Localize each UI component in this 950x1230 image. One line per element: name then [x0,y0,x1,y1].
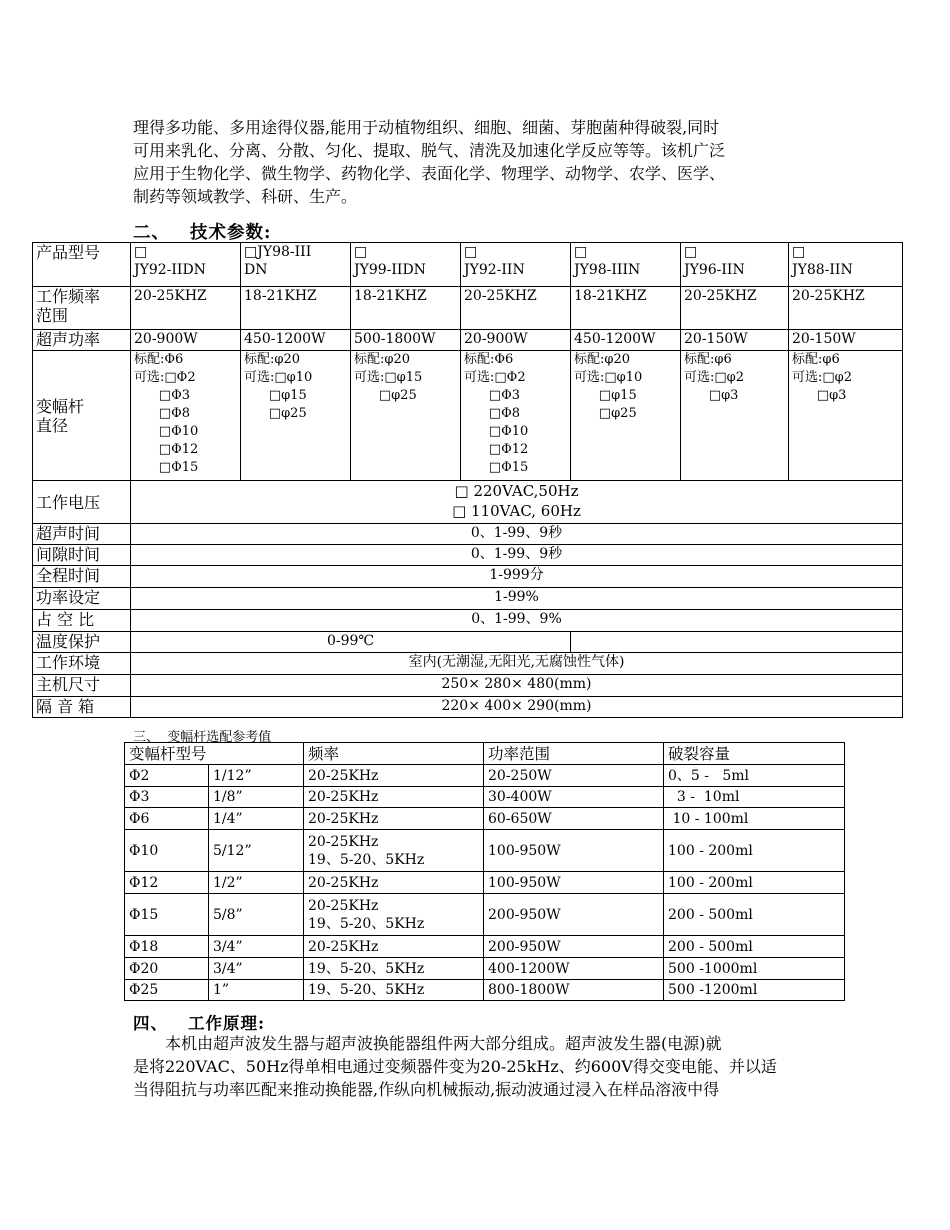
spec-row-model [33,243,903,287]
spec-value: 室内(无潮湿,无阳光,无腐蚀性气体) [131,653,903,675]
spec-value: 0-99℃ [131,632,571,653]
spec-label: 功率设定 [33,588,131,610]
frequency-cell: 18-21KHZ [351,287,461,330]
rod-option-list: 标配:φ20 可选:□φ10 □φ15 □φ25 [244,352,313,421]
intro-line: 理得多功能、多用途得仪器,能用于动植物组织、细胞、细菌、芽胞菌种得破裂,同时 [133,118,720,137]
table-cell: 19、5-20、5KHz [304,958,484,980]
frequency-cell: 20-25KHZ [461,287,571,330]
table-cell: 1” [209,980,304,1001]
spec-value: 0、1-99、9秒 [131,524,903,545]
spec-table [32,242,903,718]
principle-line: 当得阻抗与功率匹配来推动换能器,作纵向机械振动,振动波通过浸入在样品溶液中得 [133,1080,720,1099]
power-cell: 500-1800W [351,330,461,351]
rod-option-list: 标配:Φ6 可选:□Φ2 □Φ3 □Φ8 □Φ10 □Φ12 □Φ15 [464,352,529,475]
table-row [125,894,845,936]
section-title: 工作原理: [188,1014,266,1033]
table-row [125,936,845,958]
frequency-cell: 20-25KHZ [789,287,903,330]
table-cell: Φ18 [125,936,209,958]
spec-value: 0、1-99、9秒 [131,545,903,566]
table-cell: 19、5-20、5KHz [304,980,484,1001]
spec-label: 间隙时间 [33,545,131,566]
power-cell: 20-900W [131,330,241,351]
model-cell: □ JY98-IIIN [571,243,681,287]
table-row [125,980,845,1001]
frequency-cell: 20-25KHZ [131,287,241,330]
table-cell: Φ25 [125,980,209,1001]
power-cell: 450-1200W [571,330,681,351]
table-cell: 1/8” [209,787,304,808]
column-header: 破裂容量 [664,743,845,765]
rod-option-list: 标配:φ20 可选:□φ10 □φ15 □φ25 [574,352,643,421]
table-cell: 3/4” [209,936,304,958]
power-cell: 20-150W [681,330,789,351]
spec-label: 全程时间 [33,566,131,588]
table-cell: 200-950W [484,936,664,958]
table-cell: Φ6 [125,808,209,830]
rod-option-list: 标配:φ6 可选:□φ2 □φ3 [684,352,745,403]
table-cell: 200 - 500ml [664,936,845,958]
intro-line: 应用于生物化学、微生物学、药物化学、表面化学、物理学、动物学、农学、医学、 [133,164,726,183]
column-header: 频率 [304,743,484,765]
table-row [125,765,845,787]
table-cell: 1/12” [209,765,304,787]
spec-label: 变幅杆 直径 [33,351,131,481]
section-heading-tech-params [133,219,271,244]
power-cell: 20-900W [461,330,571,351]
table-cell: 20-25KHz 19、5-20、5KHz [304,830,484,872]
table-cell: 5/8” [209,894,304,936]
section-number: 二、 [133,223,170,243]
section-heading-rod-reference: 三、 变幅杆选配参考值 [133,730,272,745]
table-cell: Φ10 [125,830,209,872]
spec-label: 主机尺寸 [33,675,131,697]
spec-row [33,566,903,588]
table-cell: 60-650W [484,808,664,830]
table-row [125,787,845,808]
table-cell: 200 - 500ml [664,894,845,936]
model-cell: □JY98-III DN [241,243,351,287]
empty-cell [571,632,903,653]
table-cell: 30-400W [484,787,664,808]
table-cell: 1/4” [209,808,304,830]
principle-line: 本机由超声波发生器与超声波换能器组件两大部分组成。超声波发生器(电源)就 [165,1034,722,1053]
table-header-row [125,743,845,765]
table-cell: 200-950W [484,894,664,936]
table-row [125,808,845,830]
table-cell: 500 -1200ml [664,980,845,1001]
table-row [125,830,845,872]
model-cell: □ JY92-IIN [461,243,571,287]
table-cell: 5/12” [209,830,304,872]
rod-option-list: 标配:φ6 可选:□φ2 □φ3 [792,352,853,403]
spec-value: 1-999分 [131,566,903,588]
rod-option-list: 标配:φ20 可选:□φ15 □φ25 [354,352,423,403]
table-cell: 20-25KHz [304,936,484,958]
frequency-cell: 18-21KHZ [571,287,681,330]
spec-row-temperature [33,632,903,653]
table-cell: 3 - 10ml [664,787,845,808]
table-cell: 20-25KHz 19、5-20、5KHz [304,894,484,936]
table-cell: 0、5 - 5ml [664,765,845,787]
spec-value: 220× 400× 290(mm) [131,697,903,718]
power-cell: 450-1200W [241,330,351,351]
table-cell: Φ12 [125,872,209,894]
frequency-cell: 18-21KHZ [241,287,351,330]
spec-row-frequency [33,287,903,330]
table-cell: Φ2 [125,765,209,787]
spec-row [33,524,903,545]
section-heading-working-principle [133,1010,265,1034]
spec-label: 温度保护 [33,632,131,653]
model-cell: □ JY92-IIDN [131,243,241,287]
spec-row [33,610,903,632]
table-row [125,958,845,980]
table-cell: 100 - 200ml [664,872,845,894]
column-header: 功率范围 [484,743,664,765]
spec-row-rod-diameter [33,351,903,481]
spec-label: 工作频率 范围 [33,287,131,330]
spec-row [33,545,903,566]
rod-reference-table [124,742,845,1001]
spec-label: 产品型号 [33,243,131,287]
table-cell: 1/2” [209,872,304,894]
spec-value: 1-99% [131,588,903,610]
frequency-cell: 20-25KHZ [681,287,789,330]
spec-value: 0、1-99、9% [131,610,903,632]
table-row [125,872,845,894]
table-cell: 20-25KHz [304,808,484,830]
table-cell: 20-25KHz [304,872,484,894]
spec-label: 占 空 比 [33,610,131,632]
table-cell: Φ3 [125,787,209,808]
table-cell: 800-1800W [484,980,664,1001]
spec-row [33,588,903,610]
spec-label: 工作环境 [33,653,131,675]
spec-row [33,653,903,675]
model-cell: □ JY96-IIN [681,243,789,287]
table-cell: 100 - 200ml [664,830,845,872]
principle-paragraph [133,1032,843,1101]
intro-line: 制药等领域教学、科研、生产。 [133,187,358,206]
spec-row-power [33,330,903,351]
intro-paragraph [133,116,843,208]
principle-line: 是将220VAC、50Hz得单相电通过变频器件变为20-25kHz、约600V得交变电能、并以适 [133,1057,777,1076]
spec-row-voltage [33,481,903,524]
spec-label: 隔 音 箱 [33,697,131,718]
table-cell: Φ15 [125,894,209,936]
table-cell: 400-1200W [484,958,664,980]
table-cell: 100-950W [484,872,664,894]
spec-row [33,697,903,718]
table-cell: 20-25KHz [304,765,484,787]
section-title: 技术参数: [190,223,272,243]
table-cell: 10 - 100ml [664,808,845,830]
spec-row [33,675,903,697]
spec-value: 250× 280× 480(mm) [131,675,903,697]
spec-label: 超声时间 [33,524,131,545]
table-cell: 20-25KHz [304,787,484,808]
power-cell: 20-150W [789,330,903,351]
table-cell: 100-950W [484,830,664,872]
spec-label: 超声功率 [33,330,131,351]
table-cell: 3/4” [209,958,304,980]
model-cell: □ JY88-IIN [789,243,903,287]
table-cell: 500 -1000ml [664,958,845,980]
rod-option-list: 标配:Φ6 可选:□Φ2 □Φ3 □Φ8 □Φ10 □Φ12 □Φ15 [134,352,199,475]
section-number: 四、 [133,1014,168,1033]
table-cell: 20-250W [484,765,664,787]
spec-label: 工作电压 [33,481,131,524]
voltage-value: □ 220VAC,50Hz □ 110VAC, 60Hz [131,481,903,524]
model-cell: □ JY99-IIDN [351,243,461,287]
column-header: 变幅杆型号 [125,743,304,765]
table-cell: Φ20 [125,958,209,980]
intro-line: 可用来乳化、分离、分散、匀化、提取、脱气、清洗及加速化学反应等等。该机广泛 [133,141,726,160]
